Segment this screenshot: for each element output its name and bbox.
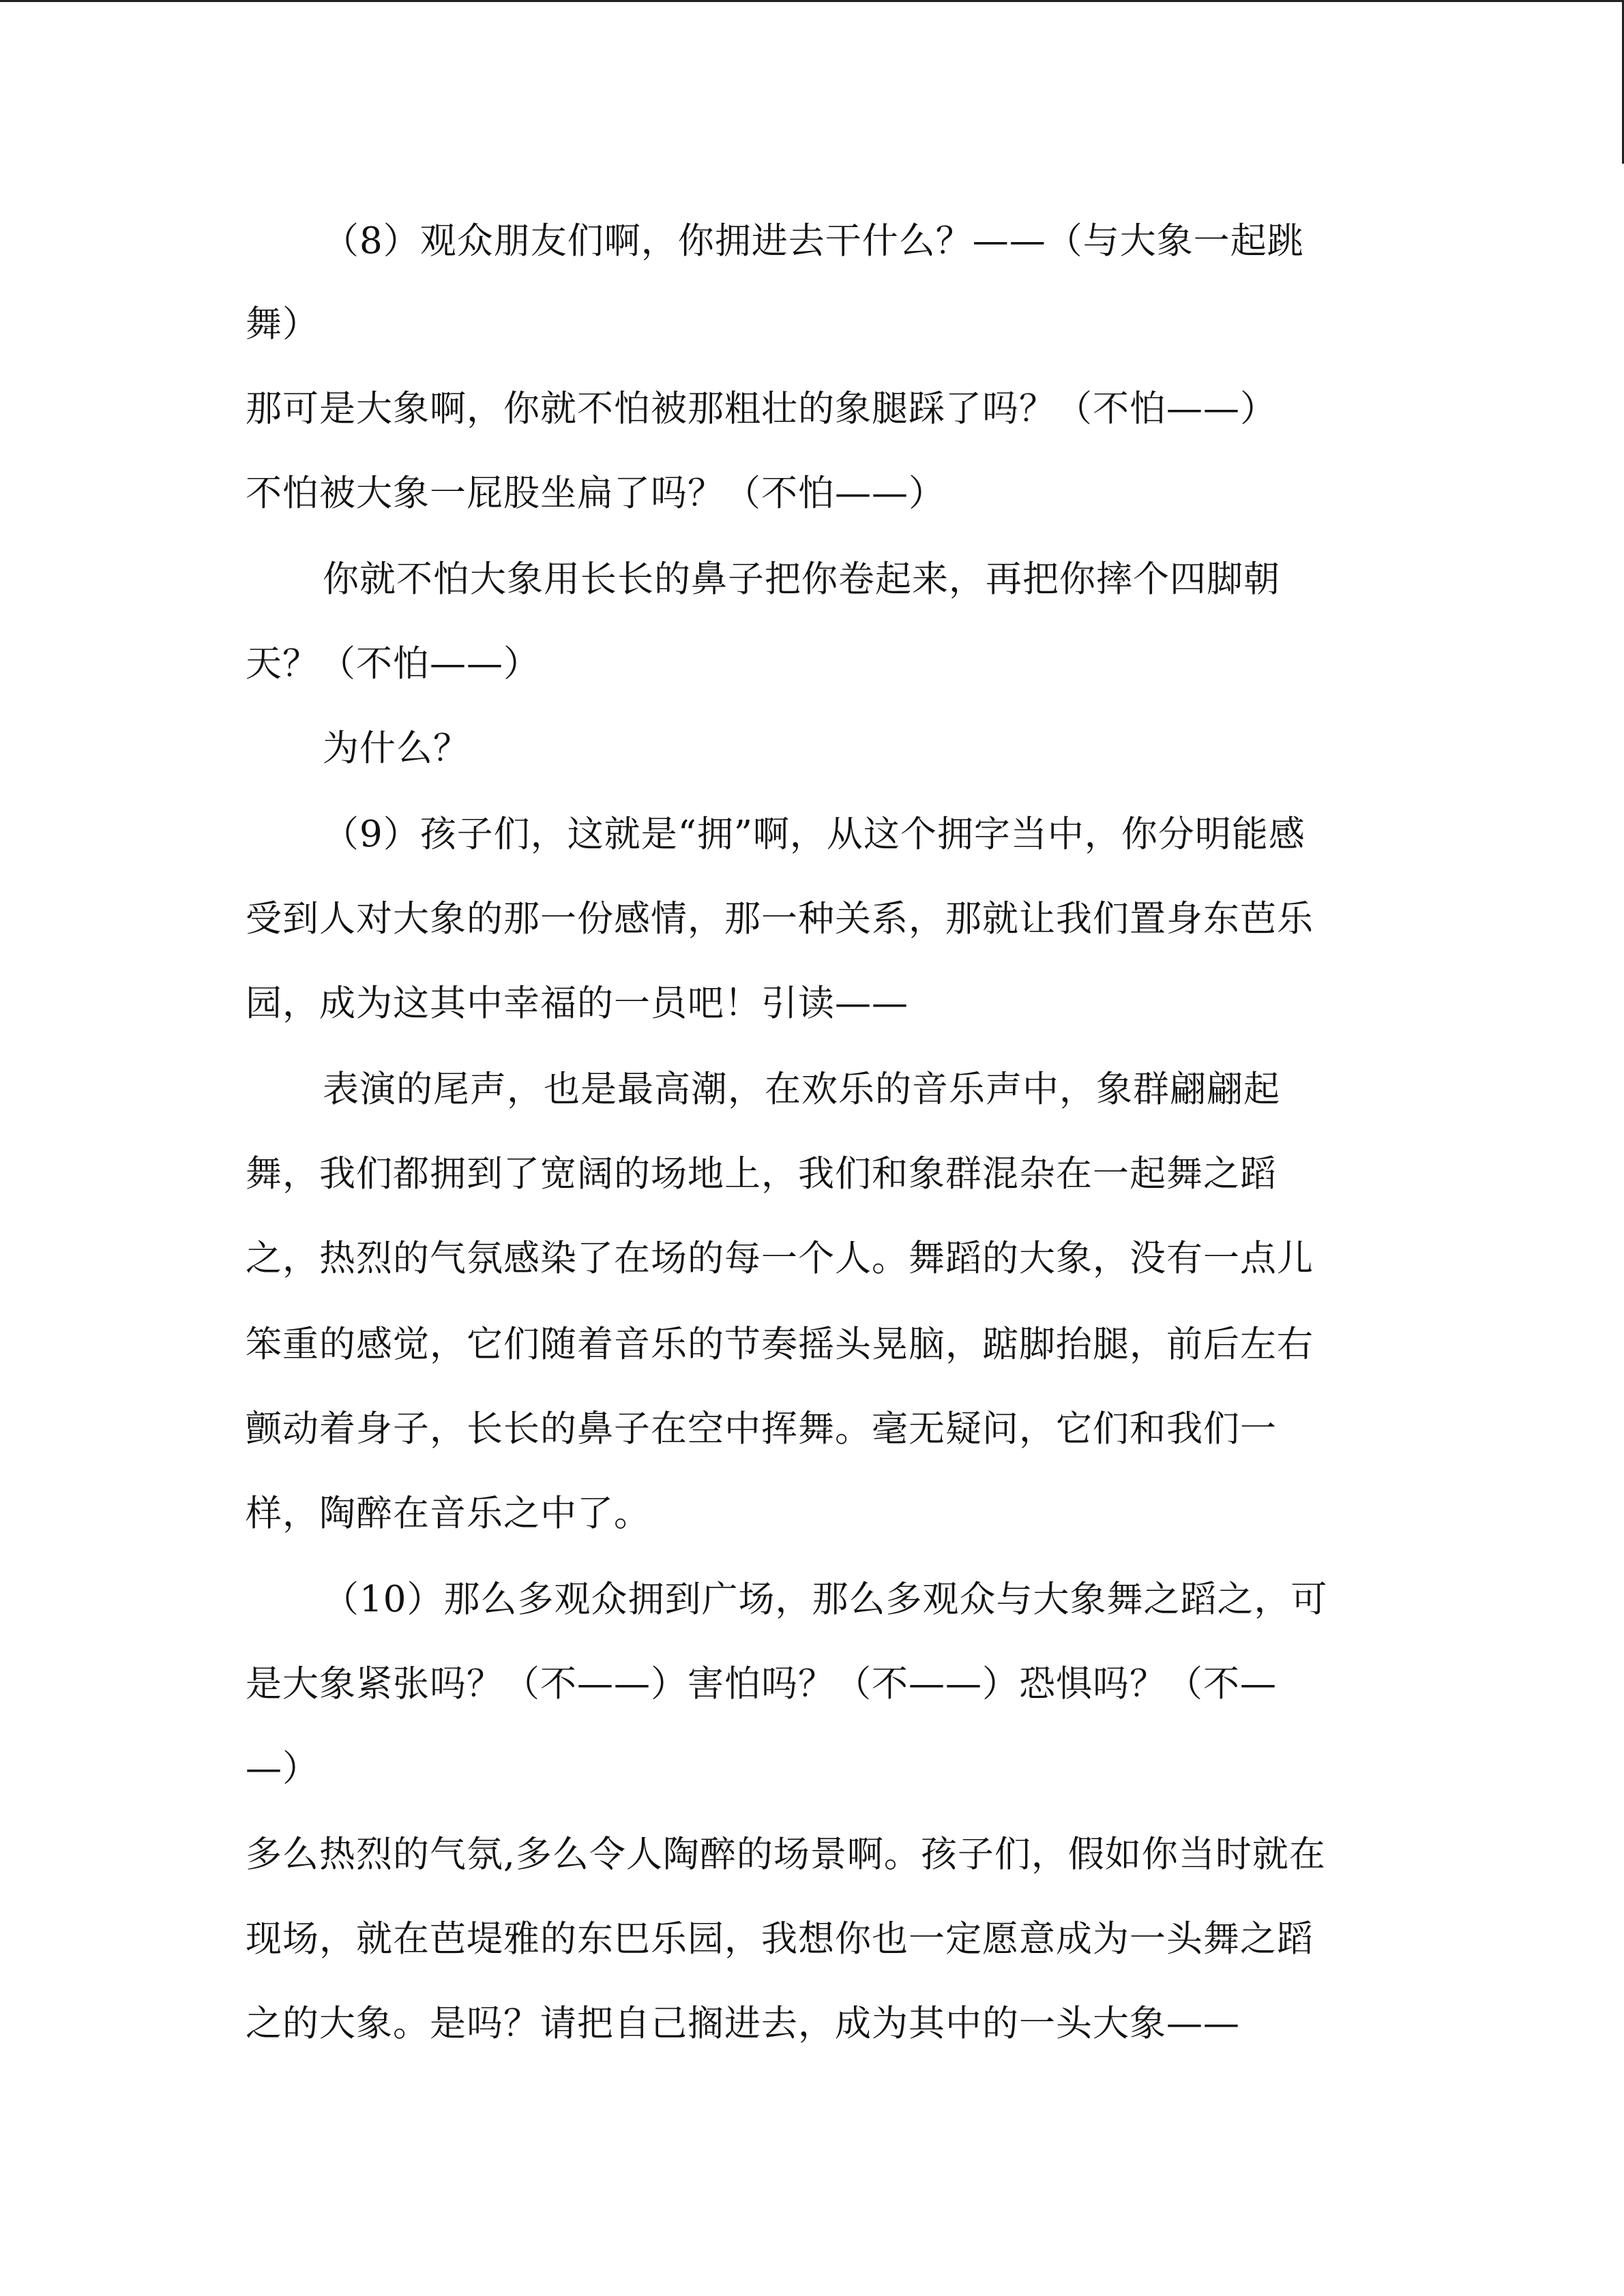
text-line: 你就不怕大象用长长的鼻子把你卷起来，再把你摔个四脚朝 [323, 558, 1280, 600]
text-line: 不怕被大象一屁股坐扁了吗？（不怕——） [246, 473, 945, 514]
text-line: 现场，就在芭堤雅的东巴乐园，我想你也一定愿意成为一头舞之蹈 [246, 1918, 1314, 1960]
text-line: 样，陶醉在音乐之中了。 [246, 1493, 651, 1534]
text-line: 那可是大象啊，你就不怕被那粗壮的象腿踩了吗？（不怕——） [246, 388, 1277, 430]
document-page [246, 0, 1378, 2296]
text-line: 是大象紧张吗？（不——）害怕吗？（不——）恐惧吗？（不— [246, 1663, 1277, 1705]
text-line: 园，成为这其中幸福的一员吧！引读—— [246, 983, 909, 1024]
text-line: 笨重的感觉，它们随着音乐的节奏摇头晃脑，踮脚抬腿，前后左右 [246, 1324, 1314, 1365]
text-line: 之的大象。是吗？请把自己搁进去，成为其中的一头大象—— [246, 2003, 1240, 2044]
text-line: —） [246, 1748, 319, 1789]
text-line: 舞） [246, 303, 319, 345]
text-line: （9）孩子们，这就是“拥”啊，从这个拥字当中，你分明能感 [323, 814, 1305, 855]
text-line: 多么热烈的气氛,多么令人陶醉的场景啊。孩子们，假如你当时就在 [246, 1834, 1326, 1875]
text-line: 天？（不怕——） [246, 643, 540, 685]
text-line: 颤动着身子，长长的鼻子在空中挥舞。毫无疑问，它们和我们一 [246, 1408, 1277, 1450]
text-line: 舞，我们都拥到了宽阔的场地上，我们和象群混杂在一起舞之蹈 [246, 1153, 1277, 1195]
text-line: 表演的尾声，也是最高潮，在欢乐的音乐声中，象群翩翩起 [323, 1069, 1280, 1110]
text-line: （8）观众朋友们啊，你拥进去干什么？——（与大象一起跳 [323, 220, 1304, 262]
text-line: 为什么？ [323, 728, 470, 769]
text-line: 之，热烈的气氛感染了在场的每一个人。舞蹈的大象，没有一点儿 [246, 1238, 1314, 1279]
text-line: （10）那么多观众拥到广场，那么多观众与大象舞之蹈之，可 [323, 1579, 1328, 1620]
text-line: 受到人对大象的那一份感情，那一种关系，那就让我们置身东芭乐 [246, 898, 1314, 940]
